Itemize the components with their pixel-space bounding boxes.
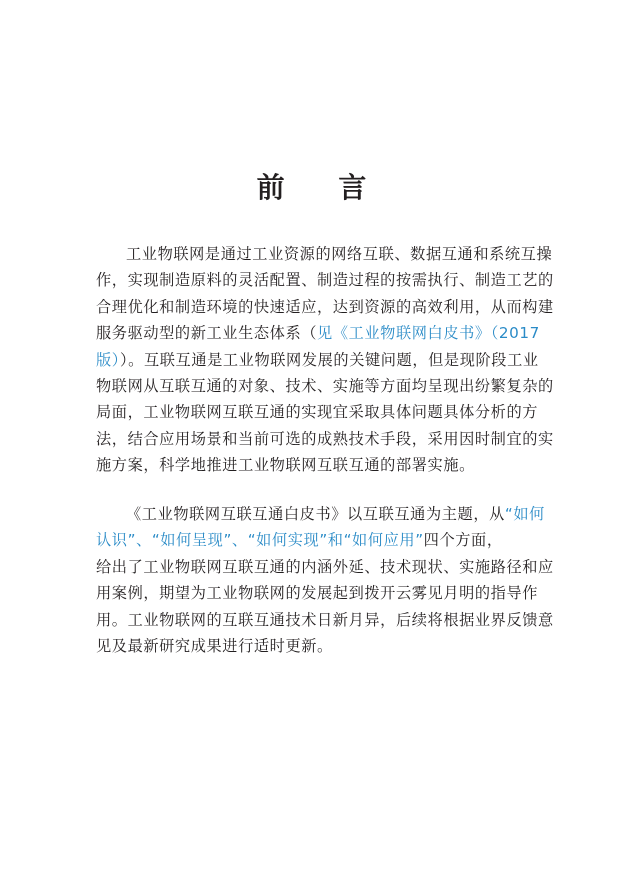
- paragraph-2: [96, 501, 554, 659]
- text-segment: ）。互联互通是工业物联网发展的关键问题，但是现阶段工业: [119, 350, 539, 369]
- text-segment: 服务驱动型的新工业生态体系（: [96, 324, 318, 343]
- text-segment: 局面，工业物联网互联互通的实现宜采取具体问题具体分析的方: [96, 403, 539, 422]
- text-segment: 工业物联网是通过工业资源的网络互联、数据互通和系统互操: [126, 245, 553, 263]
- text-segment: 见及最新研究成果进行适时更新。: [96, 636, 333, 655]
- text-segment: 物联网从互联互通的对象、技术、实施等方面均呈现出纷繁复杂的: [96, 376, 554, 395]
- text-segment: 《工业物联网互联互通白皮书》以互联互通为主题，从: [126, 505, 505, 523]
- text-line: [96, 607, 554, 633]
- text-line: [96, 501, 545, 527]
- highlighted-text: 认识”、“如何呈现”、“如何实现”和“如何应用”: [96, 531, 424, 550]
- text-line: [96, 554, 554, 580]
- page-title: 前 言: [256, 171, 389, 204]
- text-line: [96, 241, 553, 267]
- highlighted-text: 见《工业物联网白皮书》（2017: [317, 324, 540, 343]
- text-line: [96, 452, 528, 478]
- text-line: [96, 320, 540, 346]
- text-line: [96, 580, 539, 606]
- text-line: [96, 527, 528, 553]
- text-segment: 施方案，科学地推进工业物联网互联互通的部署实施。: [96, 456, 475, 475]
- text-segment: 作，实现制造原料的灵活配置、制造过程的按需执行、制造工艺的: [96, 271, 554, 290]
- text-line: [96, 373, 554, 399]
- text-line: [96, 633, 528, 659]
- paragraph-1: [96, 241, 554, 479]
- text-line: [96, 399, 539, 425]
- text-segment: 用。工业物联网的互联互通技术日新月异，后续将根据业界反馈意: [96, 610, 554, 629]
- text-line: [96, 347, 539, 373]
- text-segment: 合理优化和制造环境的快速适应，达到资源的高效利用，从而构建: [96, 297, 554, 316]
- highlighted-text: “如何: [504, 505, 545, 523]
- text-segment: 用案例，期望为工业物联网的发展起到拨开云雾见月明的指导作: [96, 584, 539, 603]
- highlighted-text: 版）: [96, 350, 120, 369]
- text-segment: 四个方面，: [423, 531, 503, 550]
- text-line: [96, 294, 554, 320]
- text-segment: 给出了工业物联网互联互通的内涵外延、技术现状、实施路径和应: [96, 557, 554, 576]
- text-line: [96, 426, 554, 452]
- text-line: [96, 267, 554, 293]
- text-segment: 法，结合应用场景和当前可选的成熟技术手段，采用因时制宜的实: [96, 429, 554, 448]
